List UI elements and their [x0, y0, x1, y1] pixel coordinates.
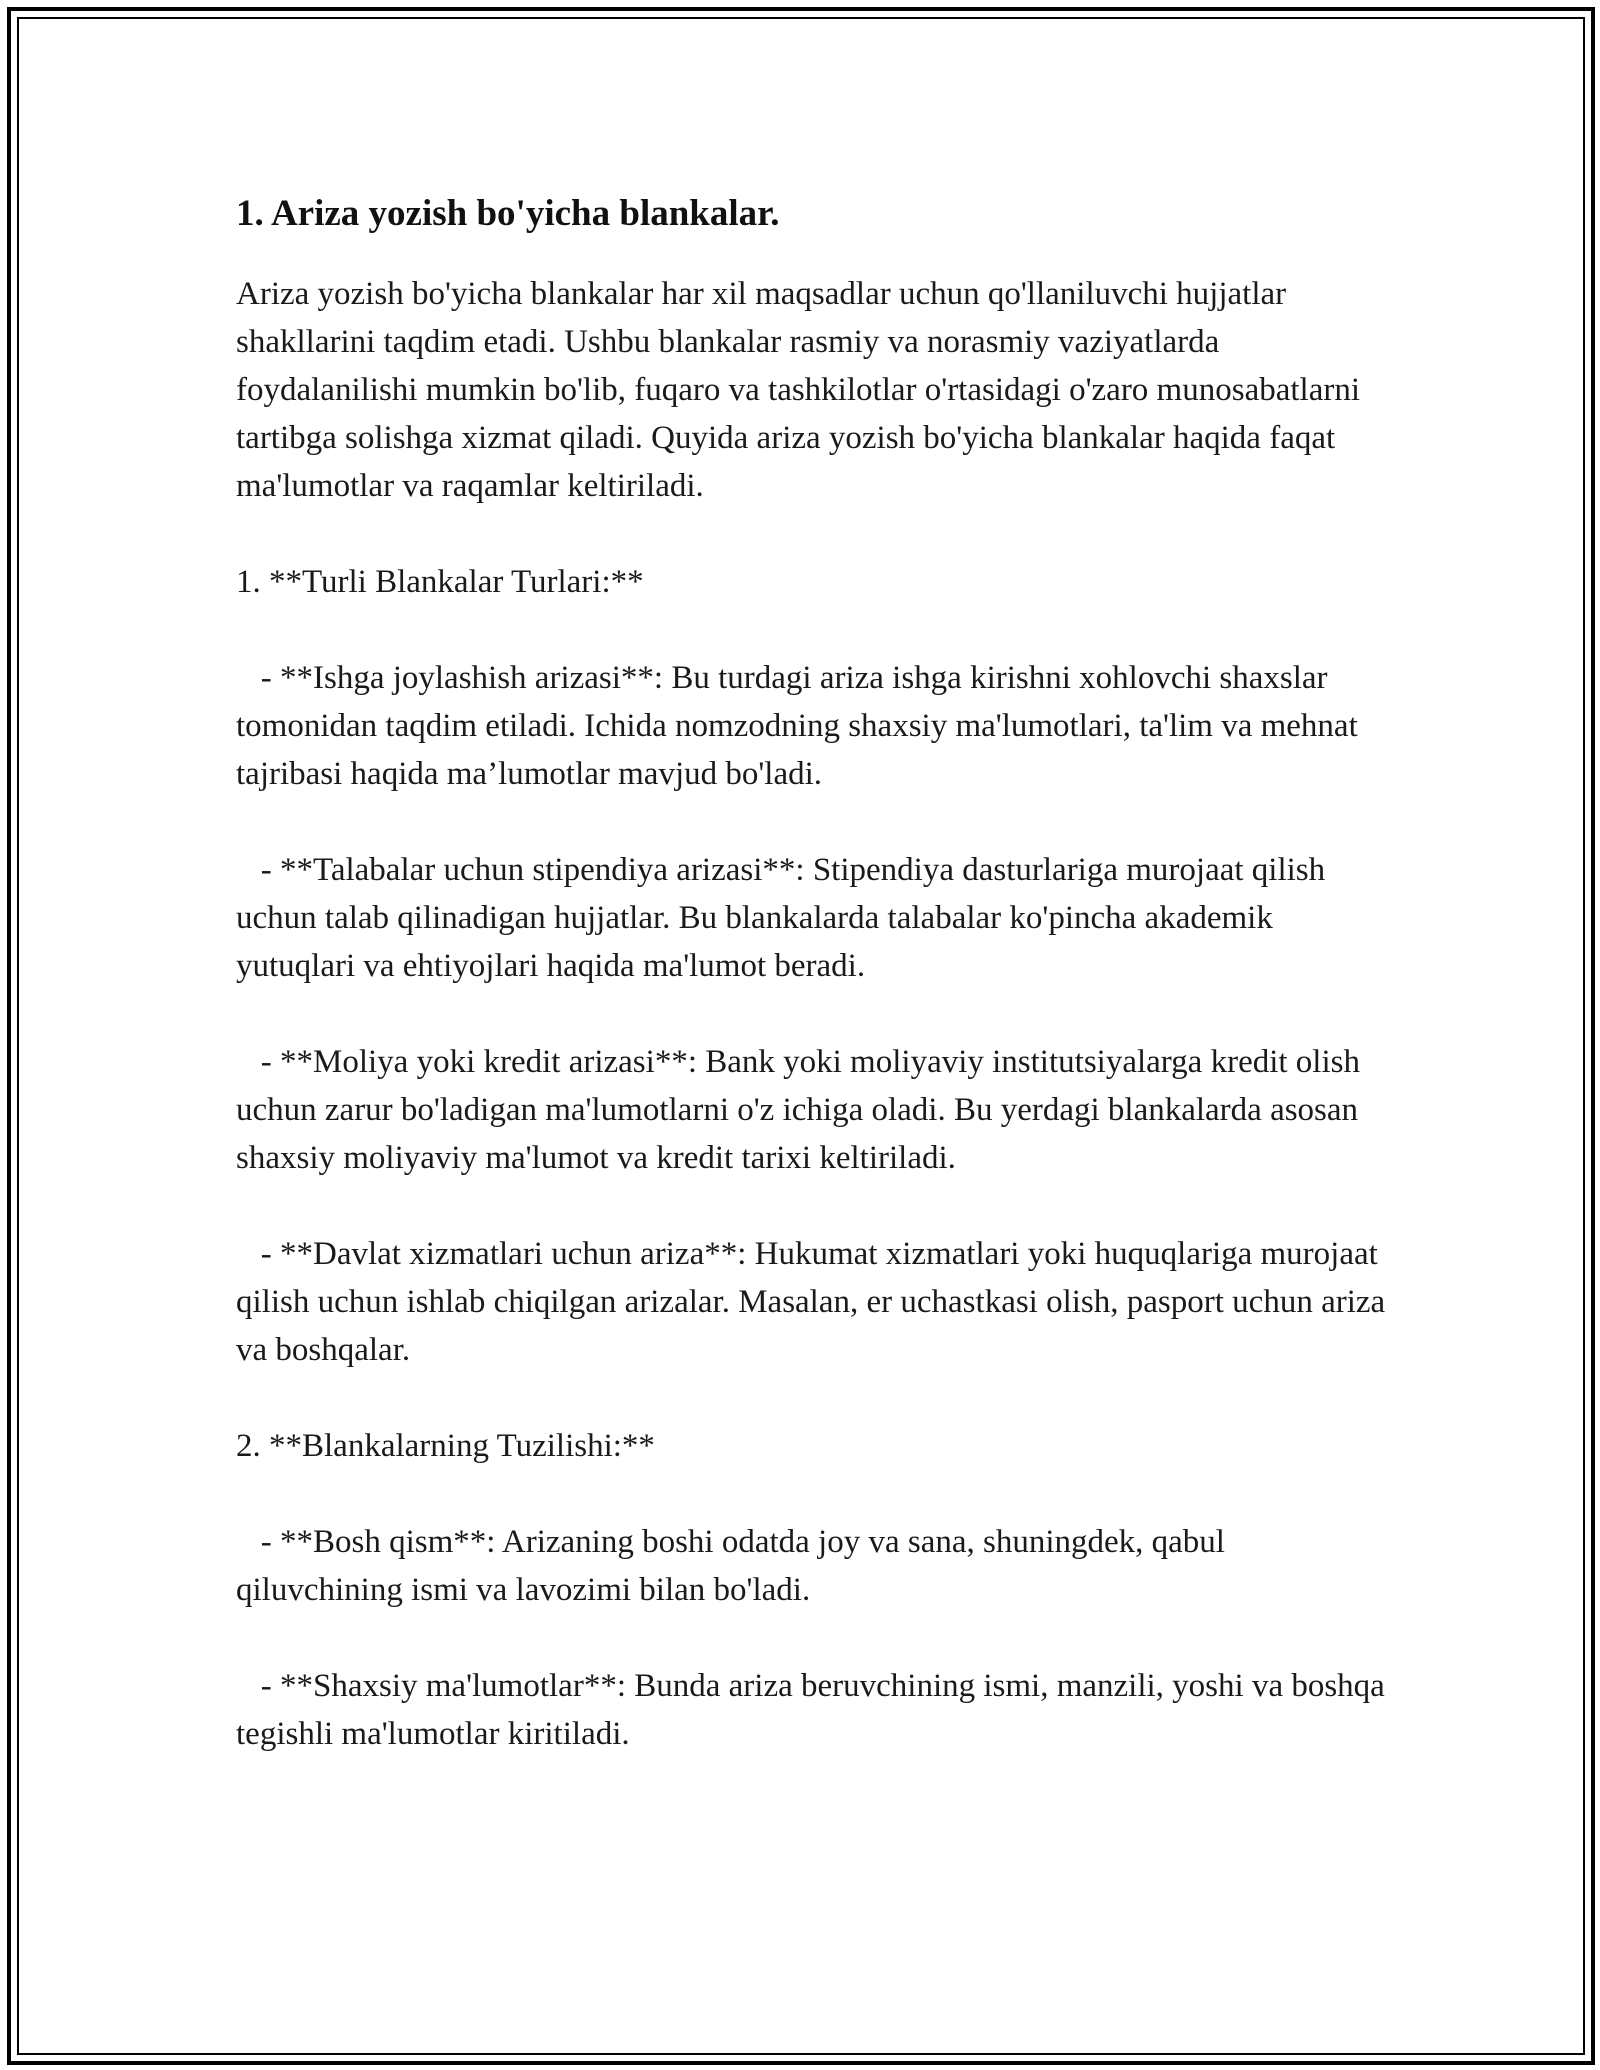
document-heading: 1. Ariza yozish bo'yicha blankalar. — [236, 193, 780, 234]
list-item: - **Talabalar uchun stipendiya arizasi**: Stipendiya dasturlariga murojaat qilish uchun talab qilinadigan hujjatlar. Bu blankalarda talabalar ko'pincha akademik yutuqlari va ehtiyojlari haqida ma'lumot beradi. — [236, 852, 1334, 984]
list-item: - **Davlat xizmatlari uchun ariza**: Hukumat xizmatlari yoki huquqlariga murojaat qilish uchun ishlab chiqilgan arizalar. Masalan, er uchastkasi olish, pasport uchun ariza va boshqalar. — [236, 1236, 1394, 1368]
intro-paragraph: Ariza yozish bo'yicha blankalar har xil maqsadlar uchun qo'llaniluvchi hujjatlar shakllarini taqdim etadi. Ushbu blankalar rasmiy va norasmiy vaziyatlarda foydalanilishi mumkin bo'lib, fuqaro va tashkilotlar o'rtasidagi o'zaro munosabatlarni tartibga solishga xizmat qiladi. Quyida ariza yozish bo'yicha blankalar haqida faqat ma'lumotlar va raqamlar keltiriladi. — [236, 276, 1369, 504]
spacer — [236, 990, 1386, 1038]
list-item: - **Moliya yoki kredit arizasi**: Bank yoki moliyaviy institutsiyalarga kredit olish uchun zarur bo'ladigan ma'lumotlarni o'z ichiga oladi. Bu yerdagi blankalarda asosan shaxsiy moliyaviy ma'lumot va kredit tarixi keltiriladi. — [236, 1044, 1369, 1176]
list-item: - **Ishga joylashish arizasi**: Bu turdagi ariza ishga kirishni xohlovchi shaxslar tomonidan taqdim etiladi. Ichida nomzodning shaxsiy ma'lumotlari, ta'lim va mehnat tajribasi haqida ma’lumotlar mavjud bo'ladi. — [236, 660, 1366, 792]
spacer — [236, 1374, 1386, 1422]
list-item: - **Shaxsiy ma'lumotlar**: Bunda ariza beruvchining ismi, manzili, yoshi va boshqa tegishli ma'lumotlar kiritiladi. — [236, 1668, 1394, 1752]
section2-title: 2. **Blankalarning Tuzilishi:** — [236, 1428, 655, 1464]
spacer — [236, 1614, 1386, 1662]
section1-title: 1. **Turli Blankalar Turlari:** — [236, 564, 644, 600]
spacer — [236, 1182, 1386, 1230]
document-body — [236, 190, 1394, 1758]
spacer — [236, 510, 1386, 558]
spacer — [236, 1470, 1386, 1518]
list-item: - **Bosh qism**: Arizaning boshi odatda joy va sana, shuningdek, qabul qiluvchining ismi va lavozimi bilan bo'ladi. — [236, 1524, 1234, 1608]
spacer — [236, 798, 1386, 846]
spacer — [236, 606, 1386, 654]
